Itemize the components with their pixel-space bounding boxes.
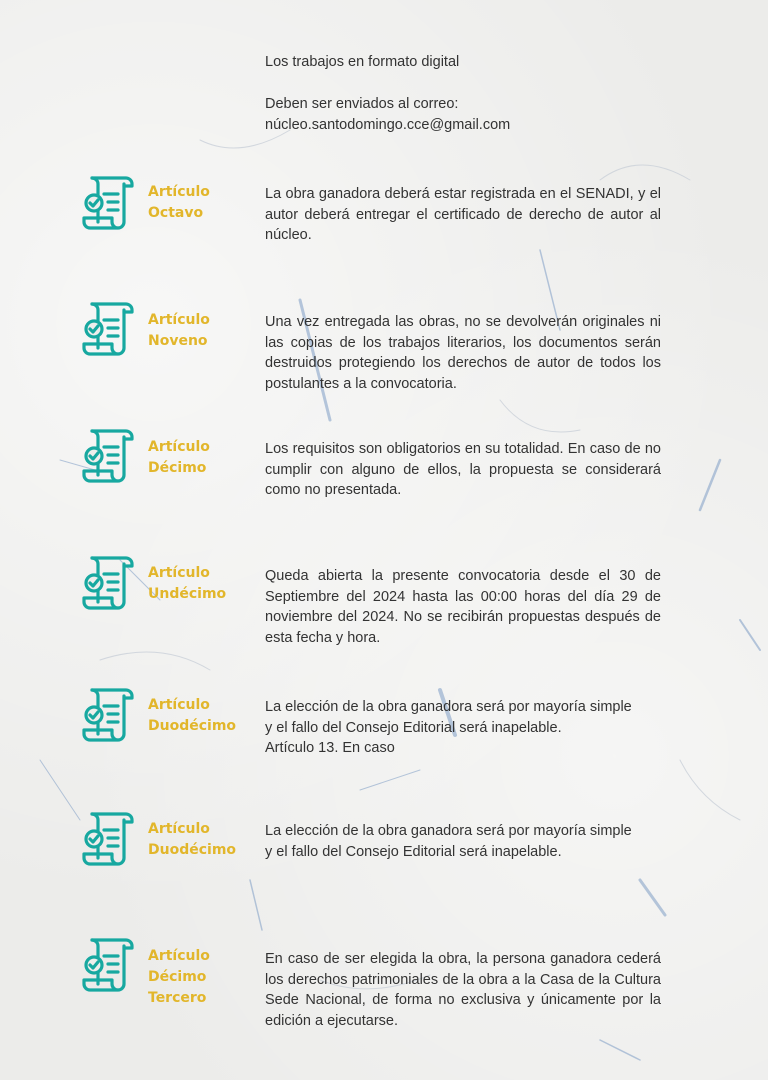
certificate-scroll-icon (78, 296, 138, 358)
article-title: Artículo Octavo (148, 184, 210, 221)
article-body: La obra ganadora deberá estar registrada en el SENADI, y el autor deberá entregar el certificado de derecho de autor al núcleo. (265, 186, 661, 243)
intro-digital-format: Los trabajos en formato digital (265, 54, 460, 70)
certificate-scroll-icon (78, 423, 138, 485)
article-body: Queda abierta la presente convocatoria desde el 30 de Septiembre del 2024 hasta las 00:00 horas del día 29 de noviembre del 2024. No se recibirán propuestas después de esta fecha y hora. (265, 568, 661, 646)
certificate-scroll-icon (78, 550, 138, 612)
article-body: Una vez entregada las obras, no se devolverán originales ni las copias de los trabajos literarios, los documentos serán destruidos protegiendo los derechos de autor de todos los postulantes a la convocatoria. (265, 314, 661, 392)
certificate-scroll-icon (78, 170, 138, 232)
intro-send-to: Deben ser enviados al correo: (265, 96, 459, 112)
certificate-scroll-icon (78, 932, 138, 994)
article-title: Artículo Décimo (148, 439, 210, 476)
article-title: Artículo Duodécimo (148, 821, 237, 858)
intro-email: núcleo.santodomingo.cce@gmail.com (265, 117, 511, 133)
article-body: Los requisitos son obligatorios en su totalidad. En caso de no cumplir con alguno de ellos, la propuesta se considerará como no presentada. (265, 441, 661, 498)
article-title: Artículo Undécimo (148, 565, 227, 602)
certificate-scroll-icon (78, 806, 138, 868)
article-title: Artículo Noveno (148, 312, 210, 349)
certificate-scroll-icon (78, 682, 138, 744)
article-title: Artículo Duodécimo (148, 697, 237, 734)
article-body: La elección de la obra ganadora será por mayoría simple y el fallo del Consejo Editorial será inapelable. Artículo 13. En caso (265, 699, 632, 756)
intro-block (265, 52, 665, 136)
article-title: Artículo Décimo Tercero (148, 948, 210, 1006)
article-body: En caso de ser elegida la obra, la persona ganadora cederá los derechos patrimoniales de la obra a la Casa de la Cultura Sede Nacional, de forma no exclusiva y únicamente por la edición a ejecutarse. (265, 951, 661, 1029)
article-body: La elección de la obra ganadora será por mayoría simple y el fallo del Consejo Editorial será inapelable. (265, 823, 632, 860)
